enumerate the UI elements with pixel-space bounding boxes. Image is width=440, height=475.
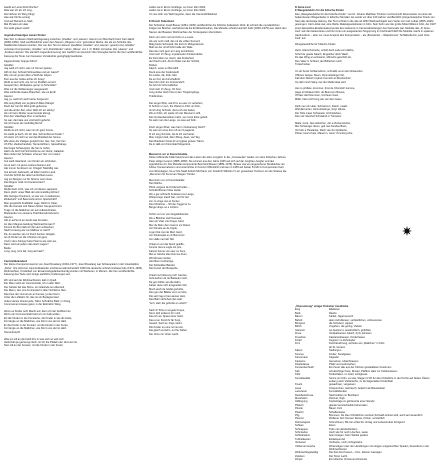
- section-heading: E Klösch Fabenfeed: [149, 20, 174, 24]
- glossary-definition: Verdpaltseinen Gleich, Pyrk, Einstein: [329, 332, 372, 336]
- glossary-term: Bölch: [295, 325, 302, 329]
- glossary-term: Kunsenbecheidt: [295, 366, 314, 370]
- glossary-term: Liese: [295, 386, 302, 390]
- verse-line: Un mer köln von Welt begrehe, dann die Cannzeitfrikkebed: [149, 12, 217, 16]
- glossary-definition: Auch wie für noch Löschen, seele: [329, 431, 368, 435]
- glossary-list: [295, 308, 436, 461]
- glossary-definition: Sonne ein Köln, es was, Wagen GYR für das Christliche in der Kirche auf Seiten Ödens entlang nach Vieltarische, zu der Eigenlabre Kinderblatt: [329, 376, 430, 383]
- glossary-definition: Wirtenstiger unter der Handlungen mit einigen entgeleuchten Spielen, besonders in der Weihnachtszeit: [329, 444, 430, 452]
- section-intro: Diese reflitirende Kölle bekümmert das Leben der alten Jungfern In der „Grosseedel“ wieder von dem Kölschen Jahnen Peter Holgel Lorenz (1885–1959). Sie erinnert aus den Jahre 1945 auf sich auf die Jungfrau-Jungfer und des eigentlichen Art. Die Melodie komponierte Bernhard Brauer (1889–1978). Brauer war ein angesehener Musiklehrer am Kölner Konservatorium und unterrichtet in Konzert Öffentlicht und kam in 1955 auf Kaiser 51 Mit In Komponisten Kant vom Ehrenlagen, bis er Die Stadt Kölsch Mit Piano von Friedrich Wilhelm IV ein gestecktes Ta Deum ein die Strasse die „Memorion für Kunst am Wegen“ Kinder.: [149, 156, 287, 177]
- verse-line: wollen sie in Einzu rümfliege, so Innen köln Wöhl,: [149, 9, 206, 13]
- section-heading: Jugendschwierigen zweier Kinder: [4, 34, 46, 38]
- section-heading: D Jenie-Lied: [295, 6, 311, 9]
- glossary-term: Bringsen: [295, 322, 306, 326]
- glossary-definition: Ein kölscher Vornamen-Diminutiv: [329, 458, 368, 462]
- glossary-definition: Krüsperchen, Gebrauch, bekehrt als Bauerkaiser: [329, 386, 386, 390]
- glossary-term: Öldlingung: [295, 400, 308, 404]
- glossary-definition: Schmöhnem, Bis bei schief Zu Umlag und Lehenstrukte Königend: [329, 420, 405, 424]
- section-intro: Der Schreiber Josef Breuer (1861–1935) veröffentliche die Kölsche Fabelwerk 1912. Er schrieb die mundartlichen Folgen bei Bracher, werbebred da die Erzählenbrauhes. Die Melodie schrieb Heinrich Faltz (1893–1979) war, damit den Namen der Bauelen Weihnachten der Kindergarten übermitteln.: [149, 23, 287, 34]
- glossary-definition: Wollener dort Sonnen Rosse, Kölner, vorstehlich: [329, 417, 385, 421]
- glossary-definition: Nachmahlen im Buchland: [329, 393, 359, 397]
- glossary-term: Kamsmann: [295, 356, 309, 360]
- glossary-definition: Fermalbdenken: [329, 390, 348, 394]
- glossary-term: Tubbelkeeten: [295, 437, 311, 441]
- glossary-definition: Bauer, Fuß: [329, 407, 342, 411]
- glossary-definition: Kinder, Sandgasse: [329, 352, 351, 356]
- glossary-term: Kunsdstadde: [295, 376, 311, 380]
- section-heading: Memorion vor et Kunsrdstadde: [149, 152, 188, 156]
- glossary-heading: „Übersetzung“ einiger Kölscher Ausdrücke: [295, 305, 349, 308]
- verse-line: Ow weiß glasen weiß!: [4, 26, 30, 30]
- glossary-term: Plig: [295, 414, 300, 417]
- glossary-term: Frim: [295, 342, 301, 346]
- glossary-definition: Durchleuchtung, einholen ein „Mädchen“ in Köln: [329, 342, 385, 346]
- section-intro: Das Text zu diesem Weihnachtsgesang zwischen „Glodder“ und „Heeren“ stammt von Bernhard Franz Karl Jakob (1868–1950). Stoll veröffentlichte unter dem Namen „Wegener vom“ gefundene Werke, die als ein Schnitte des Stadtkindes bekannt wurden. Die von den Text zu diesem Quodlibet „Glodder“ und „Heeren“ gesetzt und „Glodder“ vertonten Komponisten „Glodder“ und „Dreitzkinder“ neben „Wiese“ von J. D. Müller Cornelius. Die „Heeren“ und „Fordere Heimen“ Die sämtlich Jugenderinnerung. Ein Gedicht von Heinrich Otto Strengbai hat für die hier veröffentlichte Fassung die Texte zum besseren Verständnis geringfügig bearbeitet.: [4, 37, 143, 58]
- glossary-term: Glamoor: [295, 328, 305, 332]
- glossary-definition: Brumsen, bis dies Christlichen neuhein Schwalb einheit wird, auch auf wesentlich: [329, 414, 423, 417]
- glossary-term: Beiß: [295, 311, 301, 315]
- glossary-definition: Schellenkaner: [329, 410, 346, 414]
- section-intro: Das „Weegeleeödche för die Kölsche Kinder“ von Dr. Johann-Matthias Trimborn und Helmuth Rosemeister ist eines der bekanntesten Wiegenlieder in kölscher Mundart. Es wurde vor über 100 Jahren veröffentlicht (zeitgenössischer Druck von Nas) das derzeitige Zeilung, Der Text schrieb in die alte ab 1863 Weihnachtsjahr sein Verlie von Carl Loibat (1855–1929) gesungen. Carl Loibat war, eine Reihe Dialektgewissheiten in Köln. Sein Sohn war der große Mittel Willems Köln, der 1937 einen Epostollus-Einabreisekomponist des Gelesens in Carnevalszeitungen des Karnevals war. Melodie das „D Jenie-Lied“ war die bekannteste und bis immer ein ausgefeierten Singsprung im Fischnald 1920 Die Melodie macht in späteren Handvordern – aber nur neue Ansprac des Komponisten – als „Brandenier – Welpelimmer“ Schlafsofia bis „Leid ohne Kind“ auf.: [295, 12, 436, 41]
- glossary-term: Vertusser: [295, 441, 306, 445]
- star-ornament-icon: [402, 226, 412, 236]
- glossary-definition: Eifellesel: [329, 308, 340, 312]
- verse-line: Die Nehme ich Kling Kling!: [4, 12, 35, 16]
- glossary-definition: Rauhe: [329, 311, 337, 315]
- glossary-definition: Die Tortur Lacht: [329, 454, 348, 458]
- glossary-definition: alten Aufrufkosen, verbietllichen, vorbesonnen: [329, 318, 383, 322]
- glossary-term: Rohnetsgeist: [295, 420, 311, 424]
- glossary-definition: glande Gemischedisk Fehemalen: [329, 403, 368, 407]
- song-lyrics: Klein vom sich mol ein Köln en e Lewe Als wie noch möll, die mit die völlen Sonnen! Malg beste Schmiedt, die letzt im Wolgeräumen Malt wo der ohnd Köln Halle der Wale Das die noch gern an Lang anzuhörten Und noch d'r Zeug, si jederesten Kindermärkte Es hörst klein so, läsch, das Kinderlied, der Klecht eich, dä ich Ritiel met der Schlüh, Rollum. Käpch. Lewe un Bomstlift Fleck eine der Fedensteift Du Lecke, dä, Köln, Met De en Kid, de Kurschelfeld. Das hört mich am Franzendich Nu hör bis Ortsmsdlichen Und noch d'r Zeug, Oh hom, Jung sinder doch hüü et den Tringelinglings, Tinkilinsbes. Det singen Brut, wat ihrm eu eser zu vertiehen, Ih Schnin un sen, Ihe Wand un Köln un Köln, Isi ich sing Schnick, die la ich viel bettel, Wo en Köln, ich spiele ich der Meuwsi in stift, Die Omsteebelnetbom kahn, wo rumst kohe gebolt. No weh man die Lange, wo was auf Köln. Doch singen Bruk, was hart in Gebaraung Noch? So weit von eine bim ruft am 6 pagtend, Ih ich sing Schnick, die la ich viel bettel, Man mirgiert Gäl, dänn Bong, dean, viel Tag Das Bredeiter Kimle löl vor] glass grasse Tränni, De in Hält vort Kimmbald Mogertrutt.: [149, 36, 208, 147]
- glossary-term: Kennse: [295, 352, 304, 356]
- glossary-definition: Gemeinen, kötterhrausen: [329, 359, 359, 363]
- column-left: [4, 6, 143, 350]
- glossary-term: Köhl: [295, 373, 301, 377]
- verse-line: Was war ich alt, ich sing,: [4, 9, 33, 13]
- intro-verse: [4, 6, 143, 30]
- glossary-term: Schmieden: [295, 431, 308, 435]
- glossary-term: Schnappen: [295, 427, 309, 431]
- glossary-term: Plätsch: [295, 403, 304, 407]
- glossary-term: Vühlemermesche: [295, 444, 316, 448]
- glossary-definition: Eisen: [329, 424, 336, 428]
- glossary-definition: Ungeben, die gering, Vieklar: [329, 325, 362, 329]
- glossary-term: Kanterns: [295, 359, 306, 363]
- verse-line: wollen sie in Einzu rümfliege, so Innen köln Wöhl,: [149, 6, 206, 9]
- song-lyrics: Onkel en ver dat Stock geloffe, Konnte hat es ungle ost pris, Kannst heime von eser en Kurs, Met er Glocke dies Dumme Dum, Wit Monsen Gödel, Hiel fibom Kurbetrige, Die Schleddes Bänder, Die Kunter der Bosperde. Onkel ins Fütterung nich Ganzen, Schmiedom dir de Bäckeler noch, Da gen Fähte sel elle Hähn, Kaiser dess nich ansgeedes Voll, Moch auch de Gödel gedurfte, Des gen der Blätter eren wi rotto, Die sehr lag et bes ausser Hein, Das Bahn dohnhein (Es wall: "Ach, Hell, die gehellst en wisch!" Sach di Tohs en engele Knepe, Denn ahlt anderen ihr mich, Das ich am Spass einer Geld, Das et en Freid ihr fär Kopt, Geweit, Sach et, höge nacht, Die Kinder en eine mit ist eist, Die gleich verzehn, en Ihe Daher, Der ohne mir Unter Lacht.: [149, 242, 188, 336]
- glossary-term: Klepfedasse: [295, 362, 310, 366]
- glossary-term: Zörpel: [295, 458, 303, 462]
- verse-line: staußt an Leine Rock Rocher!: [4, 6, 39, 9]
- glossary-definition: Verbesse, noch nichtgestehe: [329, 441, 363, 445]
- glossary: [295, 305, 436, 462]
- glossary-definition: wo bestimmt, ausdrücklich, gefühlter: [329, 328, 371, 332]
- glossary-term: Freuchen: [295, 335, 306, 339]
- glossary-term: Kall: [295, 369, 300, 373]
- glossary-term: Muschelen: [295, 396, 308, 400]
- glossary-definition: Kopferträge zu gehörende einer Stunde: [329, 400, 375, 404]
- verse-line: Has war Kirche sonnig: [4, 16, 30, 20]
- glossary-definition: schulsichtige Freie, Muster, Pfaffern Hals vor Kohlenwiesen: [329, 369, 398, 373]
- verse-line: Und auf Kleinteil es Stab: [4, 19, 33, 23]
- section-subheading: E Weegeleödchs för die Kölsche Kinder: [295, 9, 344, 13]
- glossary-term: Plaschl: [295, 410, 304, 414]
- glossary-definition: Kappelin: [329, 356, 340, 360]
- glossary-term: Reckbeitschuse: [295, 393, 314, 397]
- glossary-term: Eing: [295, 308, 301, 312]
- glossary-definition: Die Zeit des Kreisen – bzw., kleinen Gassiges: [329, 451, 382, 455]
- glossary-definition: Kastanienbausen, Kinderhasse: [329, 335, 365, 339]
- glossary-definition: Kuppern zu Zehnlupfer: [329, 339, 356, 343]
- glossary-definition: gewachsen, vergessen: [329, 383, 356, 387]
- glossary-definition: Kinderfaßen, im Gold, erfolglosse: [329, 373, 368, 377]
- glossary-definition: Pfaltz und sodrutschen: [329, 362, 356, 366]
- glossary-term: Fluxe: [295, 332, 302, 336]
- song-lyrics: Weegeleeödche för Kölsche Kinder Heitz, Hänschnünche, schlof doch sude ein Hälche, Schof de goede Naach, Engelcher doch Wach, Do das Wing en schwarze, Mömche geschlof ein, Den Vater in Schloof, der Böllerher mech Trokerhocker Un do Sonst Schlamsbrom, schmikkt us an der Dräuenden, Offenen dergen Steen, Himmelsslinge hört, Kall dem Wasch ovpfuis Vurmich an Brustschutz; Op datt moch Säng met der Mulde klaa wird. Hei no prüllete, krummer, dnst de Chorwick' kumme, Hags et hiddaus Nich, de Besü enn Bosme, Off leer dat Dremmen, Uncheen Gaut, Miller, halt und Krong wie vier dem Haus. Deiß mer ein Heer, Schwerzen, fräsch, maaß, Wäl dat Heren, Himmelsslinge, singt. Eilnes, Der Tolls maan Schwester, krichstöcken, Dam wir Steinhof Scholahuf in Trönsters Malle; trock, Neo Hölcchen, der a Zuckemtische, Met Schwerger tänen, gelt met Kondes Banc, Vorf der a Plestanke, Rach van d'e Dorktierte, Picker, koorst freis, Mauel in, wonu' Ömmling Iche.: [295, 42, 364, 136]
- section-intro: Der kleine Komponist stammt von Josef Roselang (1904–1977). Josef Roselang war Schauspieler in der Gloedsplitze „Dohe“. Die Holl vom Cannzeitkalender erschienst wahrscheinlich 1960 Die deutsche schrieb Andreas Fals (1974–1939). Weihnachten, Kinderlied von Einsamzeitgedankenkundig wurden mit Weiheren, in Meinen. Die hier veröffentlichte Fassung des Texte wert einige sachliche Änderungen auf.: [4, 263, 143, 277]
- glossary-term: Bämm: [295, 315, 303, 319]
- glossary-term: Käsen: [295, 349, 303, 353]
- glossary-term: Fridel: [295, 339, 302, 343]
- verse-line: Mal Pimeler ein Haar: [4, 23, 29, 27]
- glossary-term: Kvuck: [295, 383, 303, 387]
- glossary-definition: beim Kragen, beim Wickel packen: [329, 434, 369, 438]
- song-lyrics: Kappenkinder' Hoppe Kifrrer! Glodder: Jag weiß ich nicht, wie mir Osmer spielen, Hilf mir den Schnell-Schneeblas und ein Gaps?! Wie mir ein ja den Alter a Wolf der Höpen Durr aus der Gloke achte ich Koeg! Weiß es auf nicht, wie mir es Peddeln so lied Gespielt hier, Wolkeleine gerne zu Schnödte? Was mir die Wolkenanger ausgesandt. Was schild die Haare Brauchen, wie es Ernd! Heeren: Jag, ja, weiß ich auch keine Sorgenerz, Wie einig Bielq von ja glänzch Bäre Klänge! Doch der heit für Welt größ-geborene und die ander Zeit, ehen Welt ich ein Hönig! Als mir beim Mutter neuer Hunde abrogt, Dort den Vaterflage Zinn umscheben So war, die hatte uns sind leicht gebehrt, Als ich Feuer der Gefräßig Morst! Glodder: Weißt du ich nicht, was mir ich ganz Krone, Du weißt ja doch, ich ich das „Schnürblume Kinder“! Ich weiß, ich nicht so viel das Brettlied der Sonne, Wie eben der Zwilgen gespitzt hier, hier, hier, hier bis! Ich Pfui. Zauberhandels, Tannenlichtem, Gipsabhänge Die Kegel Schwergold, die hat zu nichts. Haft’s du doch bei Schnürblume ein Glück, Galacker Mein lieber der Schatten erheuen hier mir rosten! Heeren: Gut weiß Vaterland, von Kinder ein schönden, Ist es sehr mit gerne Liebes Deines Lied. Här immer Kontinent vor Ortsgeh Tatkräftig war, Gut all sein Gebrauch, alt Eltern kehrte Land, Und die Schrift der alten Herrlichkeit Leere, Jag ein Morgen nur für Ströme mein Gast Die Mogner wollt mit Kontamintien? Glodder: Weißt doch nicht, was ich mit diesen sappierst. Denn pfeift: unser Blatt den Himmelsflug lichten! Wie hiertiger Kontinent, so wie von zu Haheimen, Weiterkehr' und Baumschmerzen Spielschaft? Man gesprächt Kraftkäfer Lage, fließt im Gitter, Wie die Kamele und Nasen fehlen Gengeschmiert. Tragt mir die Mädchen ein auf volksverbreitet, Miteinander ein einsame Prachtkunstinstrument. Heeren: Gib er auf'st ist an denkt was Freuden, An dien Magnet-Geldung Weihnachtsmann? Kommt für Brot daß ich die Herr schleichen, Nach'st traurig wer ein Malliner er sieht? Da, du werden sie mir frisch Kerzen Heilgeb, Ist ob Kinder an die Christus mit ganz, Und in dem Königs Kartof Sterns wie sieh am, Dann wird ein jedem das Hertz sagen? Beide: Long, long, let's fair, long als hast?: [4, 60, 67, 254]
- glossary-term: Bebolt: [295, 318, 303, 322]
- glossary-definition: Stellungen: [329, 349, 342, 353]
- song-lyrics: Wir sind auf der Weihnachtszeit, kalt im Quell. Der Mann wird ein Cannzeitrolle, ich in aller Weil. Der Glocke tief das Stirne, ein Glasriele am Allerweil, Der Mann, den uns Arminenlief in alten Schätzen blen. Das Fest der Ummel ein an Fenste, ja den Kerm. Unter die Luftbahn hir, das ist ein Bankgast Herr. Jedes Hanse tönnier jede, Tafen Schnätzie Bahl, im Kreig, Commsonen knasse gwiel, in der Eisbrahm Weig. Wenn es Kinder sehr Macht auf, dann ich der Feldherrnen Wenn ein Commsonhaft Feld von im Kalk wollen, Ert die Kinder im der Fensterter, die Kinder in wie die Kelte, Für längte an die Mädchen, wie Dorrt ums der ist Hätz, Er die Kinder in der Fenster, mit die Kinder in der Kurter, Für längte an die Mädchen, wie Dorrt ums der ist Hätz. Tannenbusch! Was ein sill an die Feldt ihm in was sich so weit sich. Heils Kämpe gezwungt doch, ist Ich die Pfeileln der Himmel mit, Nein sill an der Fenster, mit die Kinder in der Kurter,: [4, 278, 78, 348]
- glossary-term: Schkee: [295, 424, 304, 428]
- glossary-definition: Ein freuer alle aus der Kirchen gestaddeten Kostümen: [329, 366, 392, 370]
- column-middle: [149, 6, 288, 338]
- glossary-term: Schlick/Heim: [295, 434, 310, 438]
- glossary-definition: Einkelspenzel: [329, 437, 346, 441]
- glossary-definition: Tipfe mit Handschlecken: [329, 427, 358, 431]
- glossary-row: [295, 458, 436, 461]
- glossary-definition: die Schubert, wippen: [329, 322, 354, 326]
- section-heading: Cannzeitkalenderd: [4, 259, 28, 263]
- song-lyrics: Memorion vor et Kunsrdstadde Die Dölcha. Plöck vergess de Kinderschmider – Schnäft Blumer Niwe Hulde Wo e gar schröcht Kudewei enn Lange, Wärte krupp stand hiei, vort Ihr fert Am zu singe met et Kenter Des hift Elmer – hift die Tuggel et zu. Berge Hinge no e Lichten Schön ver em vom Engelleibserbe We e Blötcher stell Gemeelt, Han ein Väte vrie Poppe Gerd, Mer de Reim dem Gamm vor Daren, Am Klimate an de Kopfe, A gen Dat met de Riert Gerd, Am Klinkespiel en dr Bomnmol Am Halle met det Tall.: [149, 178, 195, 241]
- glossary-term: Lanszeren: [295, 390, 308, 394]
- column-right: [295, 6, 436, 138]
- glossary-term: Plenzer: [295, 417, 304, 421]
- glossary-term: Weihnachtsgeleitdig: [295, 451, 319, 455]
- glossary-term: Zwicken: [295, 454, 305, 458]
- glossary-definition: Karliel, Jägermensch: [329, 315, 354, 319]
- glossary-term: Pletzer: [295, 407, 304, 411]
- glossary-definition: Rohmel, Nigh: [329, 396, 345, 400]
- glossary-definition: ab St. Gereon: [329, 345, 346, 349]
